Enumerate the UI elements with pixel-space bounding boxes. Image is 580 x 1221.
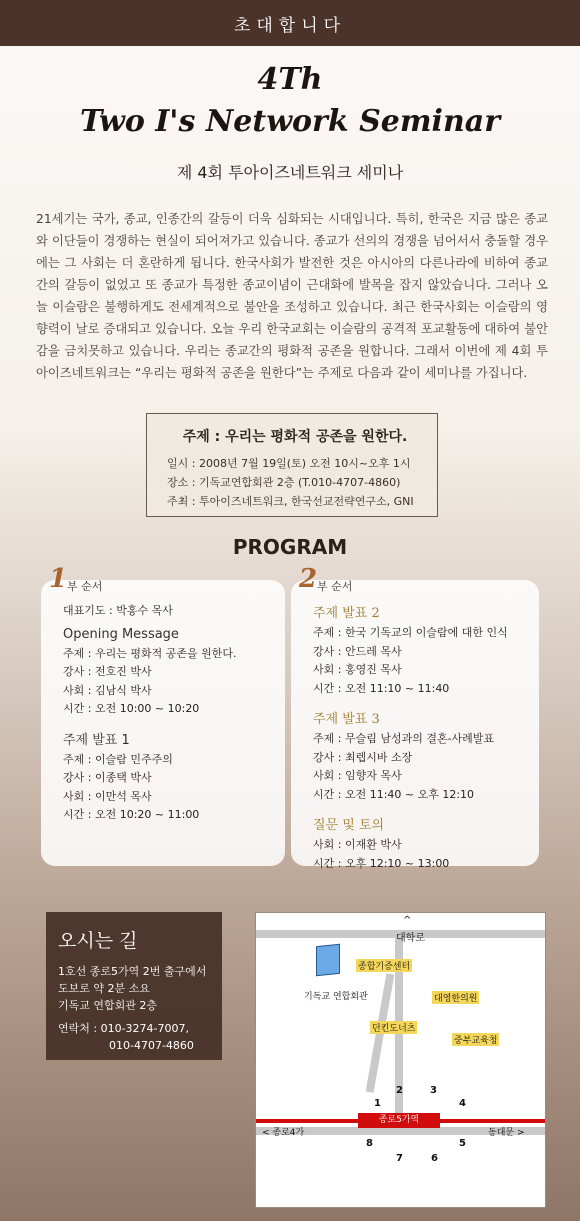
qa-moderator: 사회 : 이재환 박사 bbox=[313, 838, 402, 851]
map-landmark-3: 던킨도너츠 bbox=[370, 1021, 417, 1034]
map-venue-label: 기독교 연합회관 bbox=[304, 992, 368, 1002]
opening-message-topic: 주제 : 우리는 평화적 공존을 원한다. bbox=[63, 646, 237, 660]
directions-title: 오시는 길 bbox=[58, 930, 138, 952]
session-1-number: 1 bbox=[49, 564, 68, 594]
map-exit-2: 2 bbox=[396, 1085, 403, 1096]
opening-message-moderator: 사회 : 김남식 박사 bbox=[63, 683, 152, 697]
program-heading: PROGRAM bbox=[232, 535, 348, 559]
talk-3-head: 주제 발표 3 bbox=[313, 712, 380, 727]
theme-host: 주최 : 투아이즈네트워크, 한국선교전략연구소, GNI bbox=[167, 495, 414, 508]
map-exit-4: 4 bbox=[459, 1098, 466, 1109]
title-edition: 4Th bbox=[257, 62, 323, 97]
directions-line-3: 기독교 연합회관 2층 bbox=[58, 999, 157, 1012]
map-exit-8: 8 bbox=[366, 1138, 373, 1149]
map-exit-5: 5 bbox=[459, 1138, 466, 1149]
directions-panel bbox=[46, 912, 222, 1060]
talk-3-topic: 주제 : 무슬림 남성과의 결혼-사례발표 bbox=[313, 732, 495, 745]
map-road-north-label: 대학로 bbox=[396, 933, 425, 944]
talk-1-time: 시간 : 오전 10:20 ~ 11:00 bbox=[63, 808, 200, 821]
theme-box bbox=[146, 413, 438, 517]
talk-2-moderator: 사회 : 홍영진 목사 bbox=[313, 663, 402, 676]
theme-datetime: 일시 : 2008년 7월 19일(토) 오전 10시~오후 1시 bbox=[167, 457, 411, 470]
map-exit-1: 1 bbox=[374, 1098, 381, 1109]
talk-2-speaker: 강사 : 안드레 목사 bbox=[313, 644, 402, 658]
invitation-text: 초대합니다 bbox=[233, 15, 347, 36]
talk-1-moderator: 사회 : 이만석 목사 bbox=[63, 789, 152, 803]
theme-place: 장소 : 기독교연합회관 2층 (T.010-4707-4860) bbox=[167, 476, 401, 489]
venue-building-icon bbox=[316, 944, 340, 977]
directions-line-1: 1호선 종로5가역 2번 출구에서 bbox=[58, 965, 207, 978]
map-landmark-4: 중부교육청 bbox=[452, 1033, 499, 1046]
opening-message-time: 시간 : 오전 10:00 ~ 10:20 bbox=[63, 702, 200, 715]
opening-message-speaker: 강사 : 전호진 박사 bbox=[63, 665, 152, 678]
contact-phone-2: 010-4707-4860 bbox=[109, 1039, 194, 1052]
talk-3-time: 시간 : 오전 11:40 ~ 오후 12:10 bbox=[313, 787, 475, 801]
talk-2-topic: 주제 : 한국 기독교의 이슬람에 대한 인식 bbox=[313, 626, 508, 639]
contact-phone-1: 연락처 : 010-3274-7007, bbox=[58, 1022, 189, 1035]
qa-time: 시간 : 오후 12:10 ~ 13:00 bbox=[313, 856, 450, 870]
intro-paragraph: 21세기는 국가, 종교, 인종간의 갈등이 더욱 심화되는 시대입니다. 특히, 한국은 지금 많은 종교와 이단들이 경쟁하는 현실이 되어져가고 있습니다. 종교가 선의의 경쟁을 넘어서서 충돌할 경우에는 그 사회는 더 혼란하게 됩니다. 한국사회가 발전한 것은 아시아의 다른나라에 비하여 종교간의 갈등이 없었고 또 종교가 특정한 종교이념이 근대화에 발목을 잡지 않았습니다. 그러나 오늘 이슬람은 불행하게도 전세계적으로 불안을 조성하고 있습니다. 최근 한국사회는 이슬람의 영향력이 날로 증대되고 있습니다. 오늘 우리 한국교회는 이슬람의 공격적 포교활동에 대하여 불안감을 금치못하고 있습니다. 우리는 종교간의 평화적 공존을 원합니다. 그래서 이번에 제 4회 투아이즈네트워크는 “우리는 평화적 공존을 원한다”는 주제로 다음과 같이 세미나를 가집니다. bbox=[36, 212, 548, 380]
session-2-panel bbox=[291, 564, 539, 870]
session-2-number: 2 bbox=[299, 564, 318, 594]
map-landmark-2: 대영한의원 bbox=[432, 991, 479, 1004]
talk-3-speaker: 강사 : 최렙시바 소장 bbox=[313, 750, 413, 764]
korean-title: 제 4회 투아이즈네트워크 세미나 bbox=[176, 163, 404, 182]
talk-1-topic: 주제 : 이슬람 민주주의 bbox=[63, 752, 173, 766]
talk-2-head: 주제 발표 2 bbox=[313, 606, 380, 621]
map-east-label: 동대문 > bbox=[488, 1128, 525, 1138]
opening-message-head: Opening Message bbox=[63, 626, 179, 642]
map-station: 종로5가역 bbox=[358, 1113, 440, 1128]
session-1-panel bbox=[41, 564, 285, 866]
talk-1-speaker: 강사 : 이종택 박사 bbox=[63, 771, 152, 784]
theme-title: 주제 : 우리는 평화적 공존을 원한다. bbox=[182, 429, 408, 445]
qa-head: 질문 및 토의 bbox=[313, 818, 385, 833]
talk-3-moderator: 사회 : 임향자 목사 bbox=[313, 769, 402, 782]
session-1-label: 부 순서 bbox=[67, 580, 103, 593]
north-arrow-icon: ^ bbox=[403, 915, 412, 926]
location-map bbox=[255, 912, 546, 1208]
talk-2-time: 시간 : 오전 11:10 ~ 11:40 bbox=[313, 681, 450, 695]
directions-line-2: 도보로 약 2분 소요 bbox=[58, 982, 150, 995]
opening-prayer: 대표기도 : 박홍수 목사 bbox=[63, 604, 173, 617]
title-seminar: Two I's Network Seminar bbox=[79, 104, 501, 139]
map-west-label: < 종로4가 bbox=[262, 1128, 305, 1138]
map-exit-3: 3 bbox=[430, 1085, 437, 1096]
talk-1-head: 주제 발표 1 bbox=[63, 732, 130, 748]
map-landmark-1: 종합기증센터 bbox=[356, 959, 412, 972]
map-exit-7: 7 bbox=[396, 1153, 403, 1164]
session-2-label: 부 순서 bbox=[317, 580, 353, 593]
map-exit-6: 6 bbox=[431, 1153, 438, 1164]
invitation-banner bbox=[0, 0, 580, 46]
